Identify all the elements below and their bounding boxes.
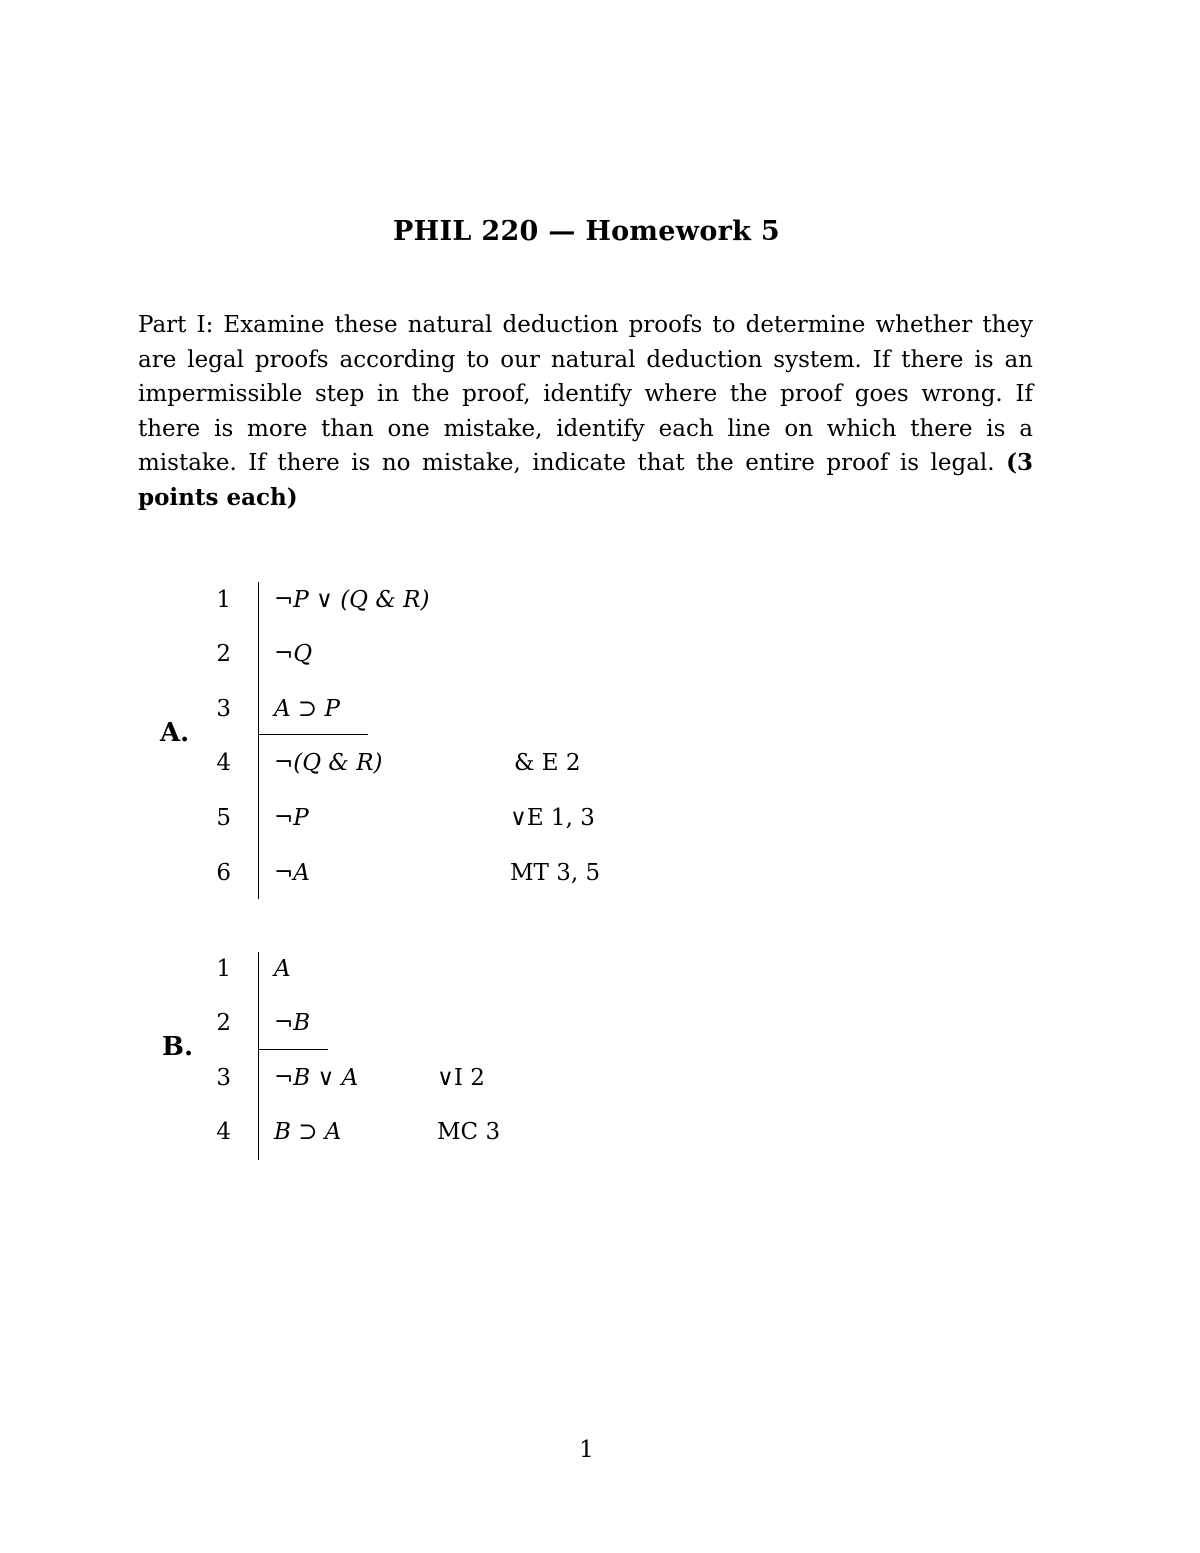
line-number: 2 xyxy=(216,1010,231,1036)
instructions xyxy=(138,308,1033,515)
proof-b-premise-divider xyxy=(258,1049,328,1050)
line-number: 1 xyxy=(216,956,231,982)
justification: MT 3, 5 xyxy=(510,860,601,886)
points-note: (3 points each) xyxy=(138,449,1033,511)
formula: ¬Q xyxy=(274,641,313,667)
formula: B ⊃ A xyxy=(274,1119,342,1145)
formula: A ⊃ P xyxy=(274,696,340,722)
proof-a-premise-divider xyxy=(258,734,368,735)
line-number: 1 xyxy=(216,587,231,613)
page-number: 1 xyxy=(579,1437,594,1463)
justification: ∨E 1, 3 xyxy=(510,805,595,831)
justification: & E 2 xyxy=(514,750,581,776)
formula: ¬A xyxy=(274,860,310,886)
line-number: 5 xyxy=(216,805,231,831)
justification: ∨I 2 xyxy=(437,1065,485,1091)
page-title: PHIL 220 — Homework 5 xyxy=(393,216,780,247)
proof-label: A. xyxy=(160,718,190,748)
line-number: 3 xyxy=(216,1065,231,1091)
formula: ¬(Q & R) xyxy=(274,750,383,776)
line-number: 3 xyxy=(216,696,231,722)
instructions-text: Part I: Examine these natural deduction proofs to determine whether they are legal proofs according to our natural deduction system. If there is an impermissible step in the proof, identify where the proof goes wrong. If there is more than one mistake, identify each line on which there is a mistake. If there is no mistake, indicate that the entire proof is legal. xyxy=(138,312,1033,476)
proof-a-vertical-line xyxy=(258,582,259,899)
formula: ¬B ∨ A xyxy=(274,1065,359,1091)
line-number: 4 xyxy=(216,1119,231,1145)
formula: ¬B xyxy=(274,1010,311,1036)
proof-label: B. xyxy=(162,1032,194,1062)
line-number: 4 xyxy=(216,750,231,776)
proof-b-vertical-line xyxy=(258,952,259,1160)
formula: ¬P ∨ (Q & R) xyxy=(274,587,430,613)
formula: ¬P xyxy=(274,805,309,831)
line-number: 6 xyxy=(216,860,231,886)
line-number: 2 xyxy=(216,641,231,667)
justification: MC 3 xyxy=(437,1119,501,1145)
formula: A xyxy=(274,956,291,982)
